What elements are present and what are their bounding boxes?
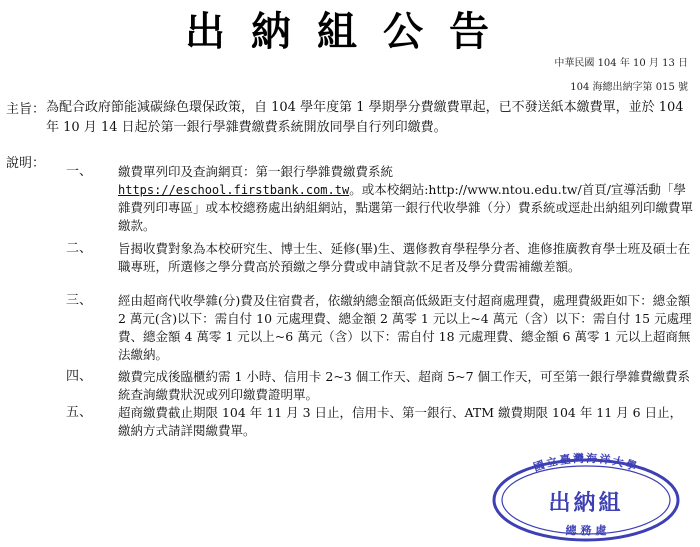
document-number: 104 海總出納字第 015 號 (570, 82, 688, 93)
seal-bottom-text: 總 務 處 (565, 524, 607, 537)
seal-center-text: 出納組 (548, 490, 624, 516)
subject-label: 主旨： (6, 102, 46, 117)
item-number: 五、 (66, 405, 93, 420)
item-text: 繳費完成後臨櫃約需 1 小時、信用卡 2~3 個工作天、超商 5~7 個工作天，可至第一銀行學雜費繳費系統查詢繳費狀況或列印繳費證明單。 (118, 369, 691, 402)
page-title: 出納組公告 (185, 8, 515, 55)
firstbank-link[interactable]: https://eschool.firstbank.com.tw (118, 183, 350, 197)
item-number: 四、 (66, 369, 93, 384)
item-number: 三、 (66, 293, 93, 308)
item-number: 一、 (66, 164, 93, 179)
item-text (118, 163, 694, 235)
item-text: 超商繳費截止期限 104 年 11 月 3 日止，信用卡、第一銀行、ATM 繳費期限 104 年 11 月 6 日止，繳納方式請詳閱繳費單。 (118, 405, 683, 438)
item-text: 旨揭收費對象為本校研究生、博士生、延修(畢)生、選修教育學程學分者、進修推廣教育學士班及碩士在職專班，所選修之學分費高於預繳之學分費或申請貸款不足者及學分費需補繳差額。 (118, 241, 691, 274)
explanation-label: 說明： (6, 156, 46, 171)
date-line: 中華民國 104 年 10 月 13 日 (554, 58, 688, 69)
seal-outer-text: 國立臺灣海洋大學 (531, 451, 641, 475)
official-seal-stamp (480, 448, 690, 544)
item-text-rest: 。或本校網站:http://www.ntou.edu.tw/首頁/宣導活動「學雜費列印專區」或本校總務處出納組網站，點選第一銀行代收學雜（分）費系統或逕赴出納組列印繳費單繳款。 (118, 182, 694, 233)
svg-text:國立臺灣海洋大學 (531, 451, 640, 474)
item-number: 二、 (66, 241, 93, 256)
item-text: 經由超商代收學雜(分)費及住宿費者，依繳納總金額高低級距支付超商處理費，處理費級距如下：總金額 2 萬元(含)以下：需自付 10 元處理費、總金額 2 萬零 1 元以上~4 萬元（含）以下：需自付 15 元處理費、總金額 4 萬零 1 元以上~6 萬元（含）以下：需自付 18 元處理費、總金額 6 萬零 1 元以上超商無法繳納。 (118, 293, 692, 362)
subject-text: 為配合政府節能減碳綠色環保政策，自 104 學年度第 1 學期學分費繳費單起，已不發送紙本繳費單，並於 104 年 10 月 14 日起於第一銀行學雜費繳費系統開放同學自行列印繳費。 (46, 100, 684, 135)
item-text-intro: 繳費單列印及查詢網頁：第一銀行學雜費繳費系統 (118, 164, 394, 179)
